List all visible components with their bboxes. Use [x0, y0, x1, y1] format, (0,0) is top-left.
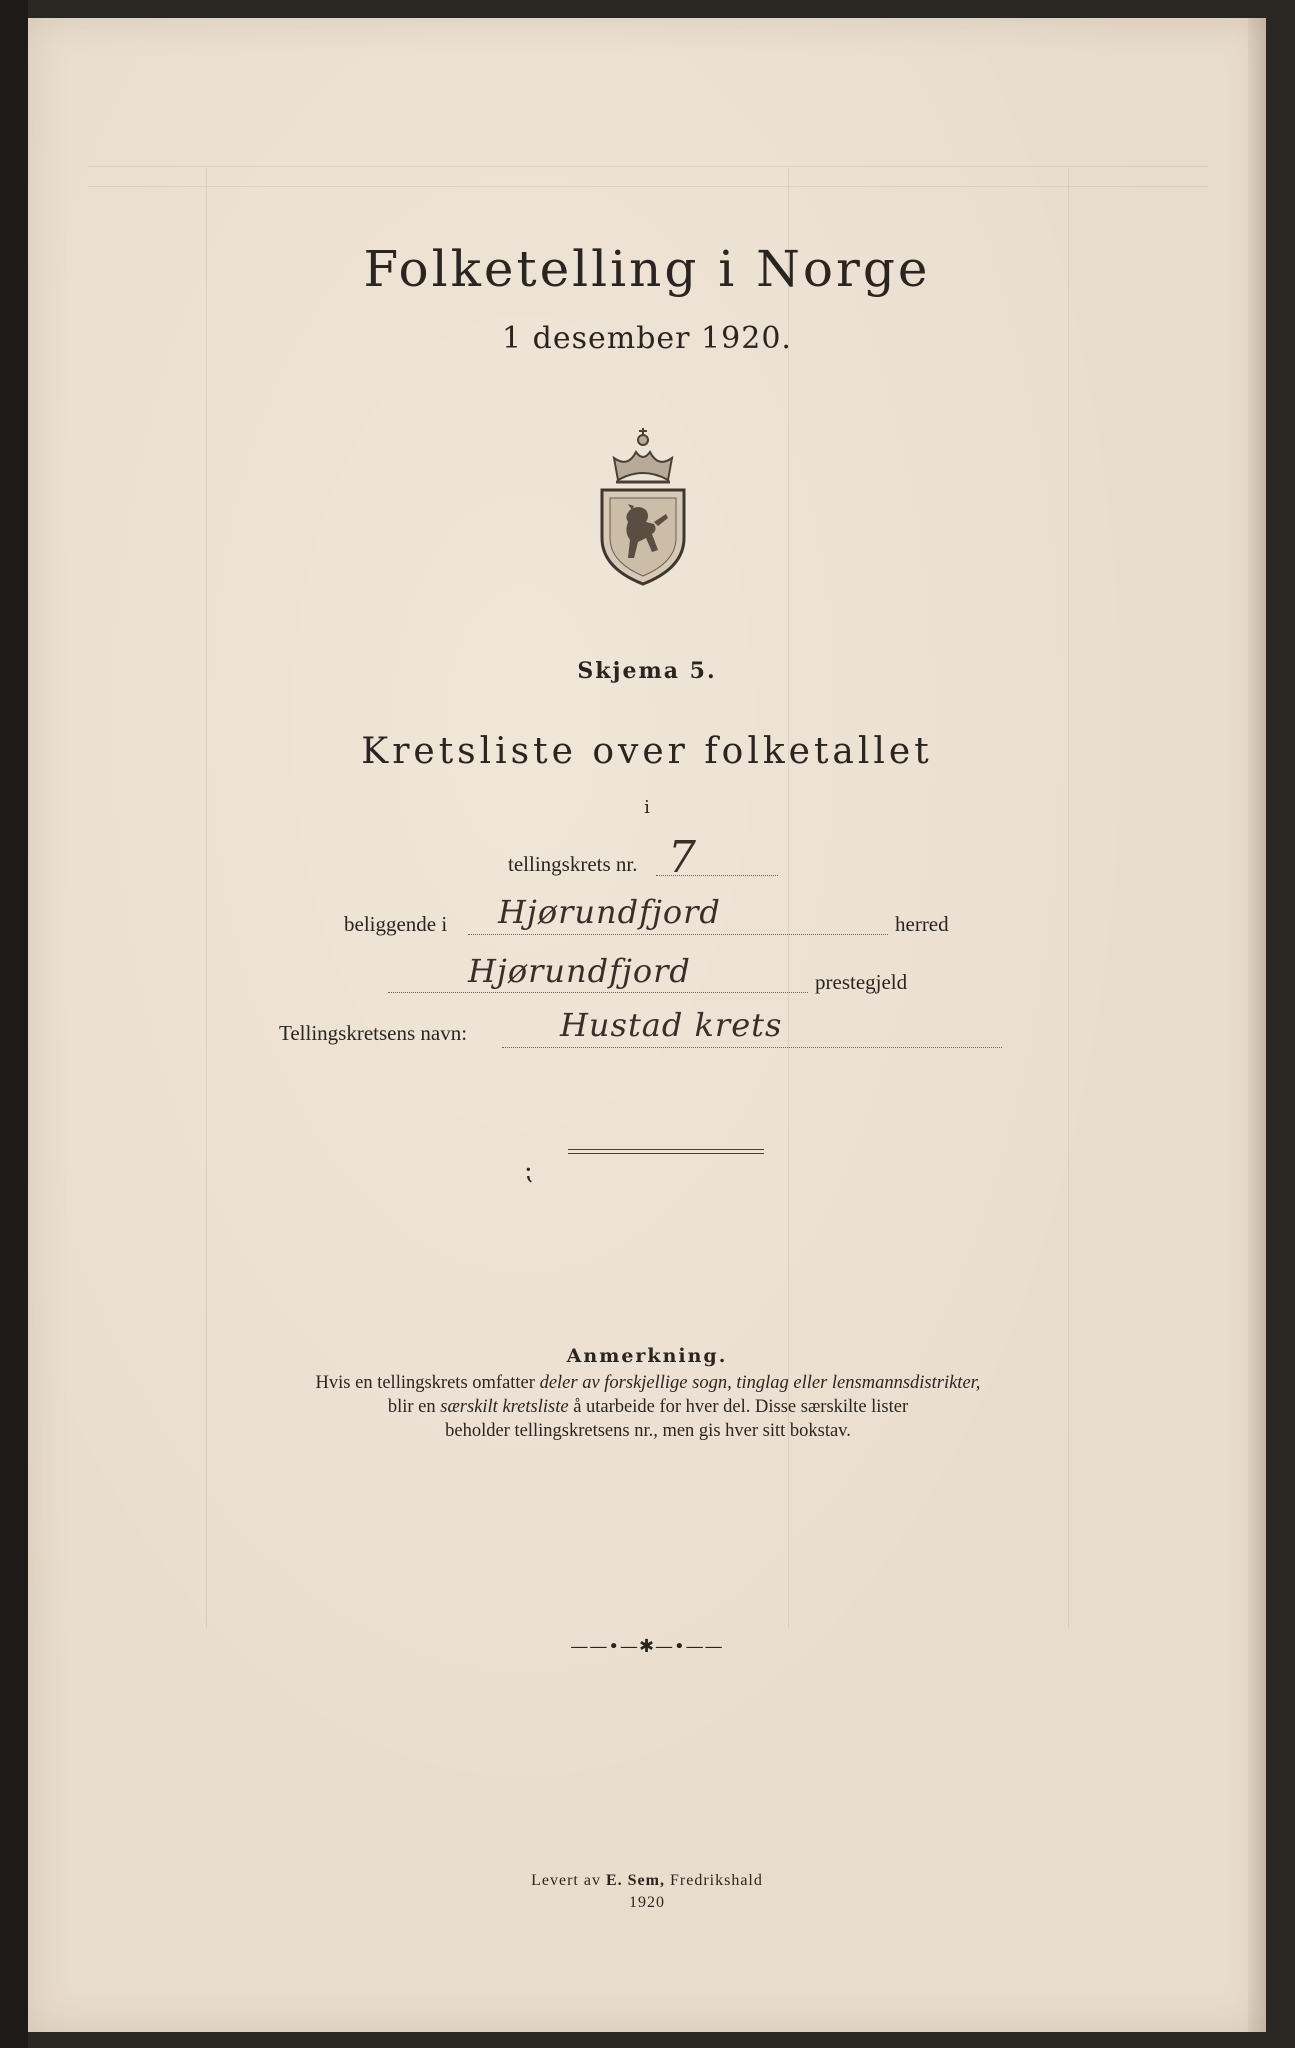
note-line-3: beholder tellingskretsens nr., men gis hver sitt bokstav.	[445, 1421, 851, 1441]
herred-name: Hjørundfjord	[498, 893, 721, 931]
printer-prefix: Levert av	[531, 1872, 606, 1889]
prestegjeld-underline	[388, 992, 808, 993]
beliggende-label: beliggende i	[344, 912, 448, 936]
note-title: Anmerkning.	[566, 1345, 728, 1367]
krets-navn-underline	[502, 1047, 1002, 1048]
form-heading: Kretsliste over folketallet	[361, 731, 933, 772]
note-text: Hvis en tellingskrets omfatter	[315, 1373, 540, 1393]
note-body	[228, 1371, 1068, 1443]
printer-year: 1920	[629, 1894, 665, 1911]
schema-number: Skjema 5.	[577, 658, 717, 684]
census-form-page	[28, 18, 1266, 2032]
bleed-through-rule	[88, 166, 1208, 167]
printer-imprint	[28, 1870, 1266, 1914]
ornament-divider: ——•—✱—•——	[570, 1636, 724, 1657]
census-date: 1 desember 1920.	[502, 321, 792, 356]
ink-mark: ⁏	[524, 1156, 533, 1186]
printer-line	[28, 1870, 1266, 1892]
prestegjeld-name: Hjørundfjord	[468, 952, 691, 990]
section-divider	[568, 1149, 764, 1154]
herred-underline	[468, 934, 888, 935]
note-emphasis: særskilt kretsliste	[440, 1397, 569, 1417]
note-text: blir en	[387, 1397, 441, 1417]
scan-border	[0, 0, 28, 2048]
tellingskrets-number: 7	[668, 832, 697, 883]
printer-name: E. Sem,	[605, 1872, 665, 1889]
tellingskrets-label: tellingskrets nr.	[508, 852, 638, 876]
heading-connector: i	[644, 797, 650, 818]
bleed-through-rule	[1068, 168, 1069, 1628]
krets-navn-value: Hustad krets	[560, 1006, 783, 1044]
norwegian-coat-of-arms-icon	[588, 418, 698, 588]
bleed-through-rule	[88, 186, 1208, 187]
note-line-1	[228, 1371, 1068, 1395]
note-line-2	[228, 1395, 1068, 1419]
krets-navn-label: Tellingskretsens navn:	[279, 1021, 468, 1045]
note-emphasis: deler av forskjellige sogn, tinglag eller lensmannsdistrikter,	[539, 1373, 981, 1393]
note-text: å utarbeide for hver del. Disse særskilte lister	[568, 1397, 909, 1417]
herred-label: herred	[895, 912, 949, 936]
prestegjeld-label: prestegjeld	[815, 970, 908, 994]
bleed-through-rule	[206, 168, 207, 1628]
document-title: Folketelling i Norge	[363, 240, 931, 298]
printer-place: Fredrikshald	[664, 1872, 763, 1889]
